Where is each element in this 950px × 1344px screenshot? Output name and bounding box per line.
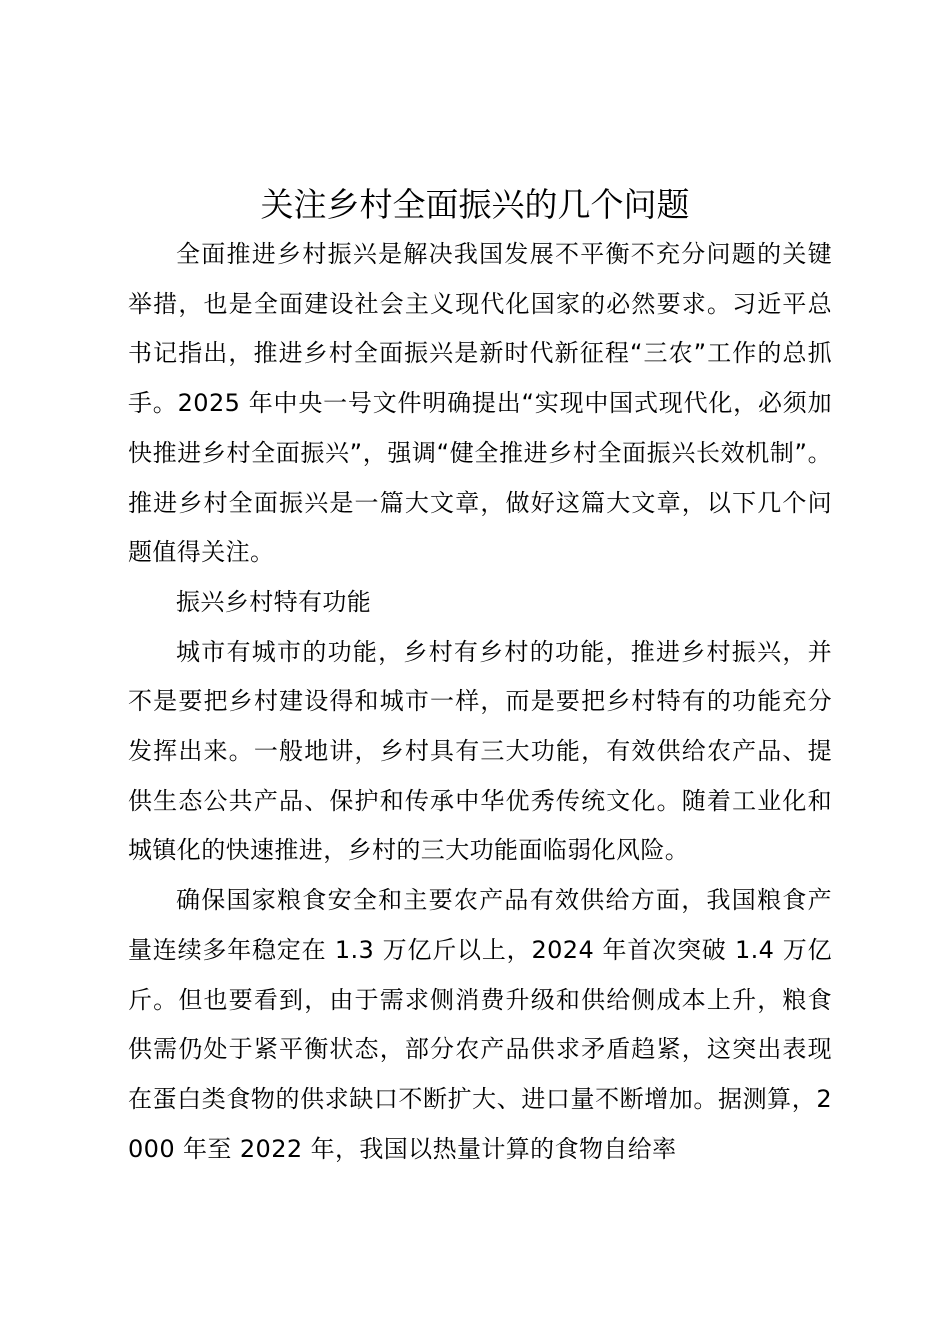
section-heading: 振兴乡村特有功能 bbox=[176, 587, 372, 616]
document-body bbox=[128, 230, 832, 1174]
paragraph-food-security: 确保国家粮食安全和主要农产品有效供给方面，我国粮食产量连续多年稳定在 1.3 万亿斤以上，2024 年首次突破 1.4 万亿斤。但也要看到，由于需求侧消费升级和供给侧成本上升，粮食供需仍处于紧平衡状态，部分农产品供求矛盾趋紧，这突出表现在蛋白类食物的供求缺口不断扩大、进口量不断增加。据测算，2000 年至 2022 年，我国以热量计算的食物自给率 bbox=[128, 886, 832, 1163]
document-title: 关注乡村全面振兴的几个问题 bbox=[260, 185, 690, 224]
paragraph-intro: 全面推进乡村振兴是解决我国发展不平衡不充分问题的关键举措，也是全面建设社会主义现代化国家的必然要求。习近平总书记指出，推进乡村全面振兴是新时代新征程“三农”工作的总抓手。2025 年中央一号文件明确提出“实现中国式现代化，必须加快推进乡村全面振兴”，强调“健全推进乡村全面振兴长效机制”。推进乡村全面振兴是一篇大文章，做好这篇大文章，以下几个问题值得关注。 bbox=[128, 240, 832, 567]
paragraph-functions: 城市有城市的功能，乡村有乡村的功能，推进乡村振兴，并不是要把乡村建设得和城市一样，而是要把乡村特有的功能充分发挥出来。一般地讲，乡村具有三大功能，有效供给农产品、提供生态公共产品、保护和传承中华优秀传统文化。随着工业化和城镇化的快速推进，乡村的三大功能面临弱化风险。 bbox=[128, 637, 832, 865]
